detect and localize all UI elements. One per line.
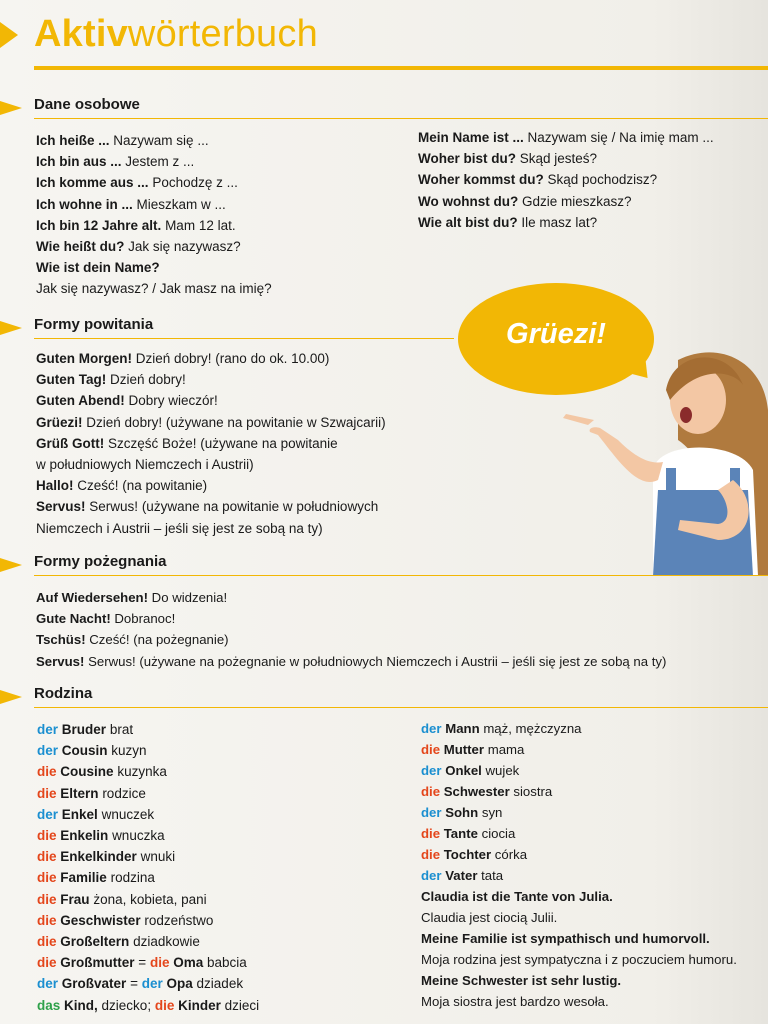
polish-translation: Serwus! (używane na pożegnanie w południowych Niemczech i Austrii – jeśli się jest ze sobą na ty) [88, 653, 667, 669]
article-die: die [421, 784, 441, 799]
german-phrase: Gute Nacht! [36, 611, 111, 627]
german-phrase: Ich bin 12 Jahre alt. [36, 217, 162, 233]
entry-line [36, 194, 272, 215]
entry-line [36, 390, 386, 411]
article-der: der [141, 976, 163, 992]
entry-line [418, 148, 714, 169]
polish-translation: Serwus! (używane na powitanie w południowych [89, 499, 379, 515]
german-noun: Frau [60, 891, 90, 907]
entry-line [36, 518, 386, 539]
german-noun: Geschwister [60, 912, 141, 928]
german-phrase: Ich heiße ... [36, 133, 110, 148]
article-der: der [37, 976, 59, 992]
polish-translation: Jestem z ... [125, 154, 195, 170]
family-entry [37, 910, 259, 931]
german-phrase: Wie alt bist du? [418, 214, 518, 230]
article-der: der [421, 721, 442, 736]
section-rule [34, 118, 768, 119]
entry-line [36, 608, 666, 629]
polish-translation: wujek [485, 763, 520, 778]
personal-right-list [418, 127, 714, 233]
entry-line [418, 212, 714, 233]
entry-line [36, 629, 666, 650]
entry-line [36, 257, 272, 278]
polish-translation: Nazywam się ... [113, 133, 209, 148]
german-phrase: Wie ist dein Name? [36, 260, 160, 276]
polish-translation: brat [109, 722, 134, 737]
german-noun: Cousin [61, 743, 108, 759]
section-arrow-icon [0, 321, 22, 335]
article-der: der [421, 805, 442, 820]
german-noun: Tante [443, 826, 478, 841]
title-bold-part: Aktiv [34, 13, 128, 55]
polish-translation: Cześć! (na pożegnanie) [89, 632, 229, 648]
german-noun: Kind, [64, 997, 98, 1013]
section-title: Formy pożegnania [34, 553, 167, 570]
german-noun: Eltern [60, 785, 99, 801]
polish-translation: babcia [207, 955, 247, 971]
polish-translation: Skąd jesteś? [519, 151, 598, 167]
entry-line [36, 433, 386, 454]
family-entry [421, 844, 737, 865]
polish-translation: Skąd pochodzisz? [547, 172, 658, 188]
polish-translation: Szczęść Boże! (używane na powitanie [108, 435, 338, 451]
example-german [421, 886, 737, 907]
farewells-list [36, 587, 666, 672]
title-arrow-icon [0, 22, 18, 48]
family-entry [37, 867, 259, 888]
entry-line [36, 348, 386, 369]
article-die: die [37, 870, 57, 886]
family-entry [37, 783, 259, 804]
article-die: die [421, 742, 441, 757]
entry-line [36, 369, 386, 390]
entry-line [36, 236, 272, 257]
german-noun: Bruder [61, 722, 107, 737]
section-title: Dane osobowe [34, 96, 140, 113]
example-polish [421, 907, 737, 928]
article-die: die [37, 934, 57, 950]
german-noun: Großeltern [60, 934, 130, 950]
example-polish [421, 991, 737, 1012]
article-der: der [421, 763, 442, 778]
polish-translation: syn [481, 805, 503, 820]
family-entry [37, 825, 259, 846]
german-phrase: Grüß Gott! [36, 435, 105, 451]
article-die: die [421, 847, 441, 862]
polish-translation: wnuczka [112, 828, 165, 844]
german-noun: Großvater [61, 976, 127, 992]
german-noun: Oma [173, 955, 204, 971]
section-rule [34, 707, 768, 708]
polish-translation: Niemczech i Austrii – jeśli się jest ze sobą na ty) [36, 520, 323, 536]
equals-sign: = [138, 955, 147, 971]
section-title: Rodzina [34, 685, 93, 702]
german-phrase: Grüezi! [36, 414, 83, 430]
german-phrase: Ich komme aus ... [36, 175, 149, 191]
family-entry [37, 740, 259, 761]
family-left-list [37, 719, 259, 1016]
german-noun: Sohn [445, 805, 479, 820]
section-arrow-icon [0, 690, 22, 704]
polish-translation: kuzyn [111, 743, 147, 759]
entry-line [36, 587, 666, 608]
german-noun: Cousine [60, 764, 114, 780]
entry-line [36, 475, 386, 496]
polish-sentence: Moja siostra jest bardzo wesoła. [421, 994, 609, 1009]
family-entry [37, 804, 259, 825]
section-arrow-icon [0, 558, 22, 572]
german-sentence: Meine Familie ist sympathisch und humorvoll. [421, 931, 710, 946]
article-die: die [37, 785, 57, 801]
german-noun: Großmutter [60, 955, 135, 971]
girl-illustration [558, 340, 768, 576]
article-die: die [154, 997, 175, 1013]
family-entry [37, 952, 259, 973]
german-phrase: Guten Abend! [36, 393, 125, 409]
greetings-list [36, 348, 386, 539]
polish-translation: Dzień dobry! (używane na powitanie w Szwajcarii) [86, 414, 386, 430]
german-noun: Mutter [443, 742, 485, 757]
family-entry [421, 739, 737, 760]
german-phrase: Guten Tag! [36, 372, 107, 388]
polish-translation: Jak się nazywasz? [128, 239, 241, 255]
section-arrow-icon [0, 101, 22, 115]
polish-translation: Dzień dobry! [110, 372, 186, 388]
german-sentence: Meine Schwester ist sehr lustig. [421, 973, 622, 988]
entry-line [36, 278, 272, 299]
polish-translation: mama [487, 742, 525, 757]
german-noun: Enkelkinder [60, 849, 137, 865]
entry-line [36, 412, 386, 433]
polish-translation: Ile masz lat? [521, 214, 598, 230]
family-entry [421, 865, 737, 886]
article-das: das [37, 997, 61, 1013]
german-phrase: Wie heißt du? [36, 239, 125, 255]
section-rule [34, 338, 454, 339]
polish-sentence: Claudia jest ciocią Julii. [421, 910, 558, 925]
polish-translation: rodzeństwo [144, 912, 214, 928]
title-rest-part: wörterbuch [127, 13, 318, 55]
family-entry [421, 781, 737, 802]
section-head-farewells [0, 552, 768, 578]
section-head-personal [0, 95, 768, 121]
polish-translation: rodzina [110, 870, 155, 886]
article-der: der [37, 806, 59, 822]
german-phrase: Servus! [36, 653, 85, 669]
polish-translation: Mieszkam w ... [136, 196, 226, 212]
polish-translation: Dobry wieczór! [128, 393, 218, 409]
polish-translation: siostra [513, 784, 553, 799]
polish-translation: Cześć! (na powitanie) [77, 478, 208, 494]
polish-translation: tata [481, 868, 504, 883]
german-phrase: Guten Morgen! [36, 351, 132, 366]
article-die: die [37, 912, 57, 928]
german-noun: Kinder [178, 997, 221, 1013]
entry-line [36, 215, 272, 236]
entry-line [36, 496, 386, 517]
entry-line [36, 651, 666, 672]
entry-line [36, 130, 272, 151]
entry-line [36, 151, 272, 172]
article-die: die [37, 891, 57, 907]
entry-line [418, 191, 714, 212]
family-entry [37, 973, 259, 994]
german-noun: Enkel [61, 806, 98, 822]
polish-translation: rodzice [102, 785, 146, 801]
polish-translation: wnuczek [101, 806, 155, 822]
polish-translation: dziecko; [101, 997, 152, 1013]
article-die: die [149, 955, 170, 971]
polish-translation: żona, kobieta, pani [93, 891, 207, 907]
entry-line [418, 169, 714, 190]
german-phrase: Woher kommst du? [418, 172, 544, 188]
article-der: der [37, 743, 59, 759]
polish-translation: dzieci [224, 997, 260, 1013]
article-die: die [37, 849, 57, 865]
polish-translation: Mam 12 lat. [165, 217, 236, 233]
polish-sentence: Moja rodzina jest sympatyczna i z poczuciem humoru. [421, 952, 737, 967]
german-noun: Tochter [443, 847, 492, 862]
section-head-family [0, 684, 768, 710]
german-sentence: Claudia ist die Tante von Julia. [421, 889, 613, 904]
polish-translation: Do widzenia! [151, 590, 228, 605]
german-noun: Vater [445, 868, 478, 883]
section-rule [34, 575, 768, 576]
german-phrase: Wo wohnst du? [418, 193, 519, 209]
polish-translation: Dobranoc! [114, 611, 176, 627]
german-phrase: Ich wohne in ... [36, 196, 133, 212]
family-entry [421, 718, 737, 739]
section-title: Formy powitania [34, 316, 154, 333]
article-der: der [37, 722, 59, 737]
polish-translation: wnuki [140, 849, 176, 865]
family-entry [37, 846, 259, 867]
german-noun: Enkelin [60, 828, 109, 844]
german-phrase: Tschüs! [36, 632, 86, 648]
polish-translation: dziadkowie [133, 934, 200, 950]
article-die: die [37, 828, 57, 844]
family-entry [37, 889, 259, 910]
german-noun: Onkel [445, 763, 482, 778]
page-title [34, 12, 318, 56]
family-entry [421, 760, 737, 781]
polish-translation: Nazywam się / Na imię mam ... [527, 130, 714, 145]
polish-translation: kuzynka [117, 764, 167, 780]
polish-translation: mąż, mężczyzna [483, 721, 582, 736]
family-entry [37, 719, 259, 740]
family-entry [421, 802, 737, 823]
german-phrase: Mein Name ist ... [418, 130, 524, 145]
speech-bubble-text: Grüezi! [506, 318, 606, 350]
entry-line [36, 172, 272, 193]
polish-translation: Pochodzę z ... [152, 175, 238, 191]
article-die: die [37, 955, 57, 971]
entry-line [418, 127, 714, 148]
polish-translation: dziadek [196, 976, 244, 992]
german-phrase: Auf Wiedersehen! [36, 590, 148, 605]
example-german [421, 970, 737, 991]
german-noun: Mann [445, 721, 480, 736]
german-phrase: Hallo! [36, 478, 74, 494]
article-die: die [37, 764, 57, 780]
equals-sign: = [130, 976, 138, 992]
polish-translation: Jak się nazywasz? / Jak masz na imię? [36, 281, 272, 297]
family-entry [37, 761, 259, 782]
family-entry [421, 823, 737, 844]
polish-translation: Dzień dobry! (rano do ok. 10.00) [135, 351, 330, 366]
example-polish [421, 949, 737, 970]
personal-left-list [36, 130, 272, 300]
polish-translation: Gdzie mieszkasz? [522, 193, 632, 209]
polish-translation: ciocia [481, 826, 516, 841]
german-noun: Familie [60, 870, 107, 886]
article-der: der [421, 868, 442, 883]
family-entry [37, 931, 259, 952]
german-noun: Schwester [443, 784, 510, 799]
article-die: die [421, 826, 441, 841]
german-noun: Opa [166, 976, 193, 992]
family-right-list [421, 718, 737, 1012]
entry-line [36, 454, 386, 475]
polish-translation: w południowych Niemczech i Austrii) [36, 457, 254, 473]
example-german [421, 928, 737, 949]
family-entry [37, 995, 259, 1016]
polish-translation: córka [494, 847, 528, 862]
german-phrase: Ich bin aus ... [36, 154, 122, 170]
title-rule [34, 66, 768, 70]
german-phrase: Servus! [36, 499, 86, 515]
german-phrase: Woher bist du? [418, 151, 516, 167]
